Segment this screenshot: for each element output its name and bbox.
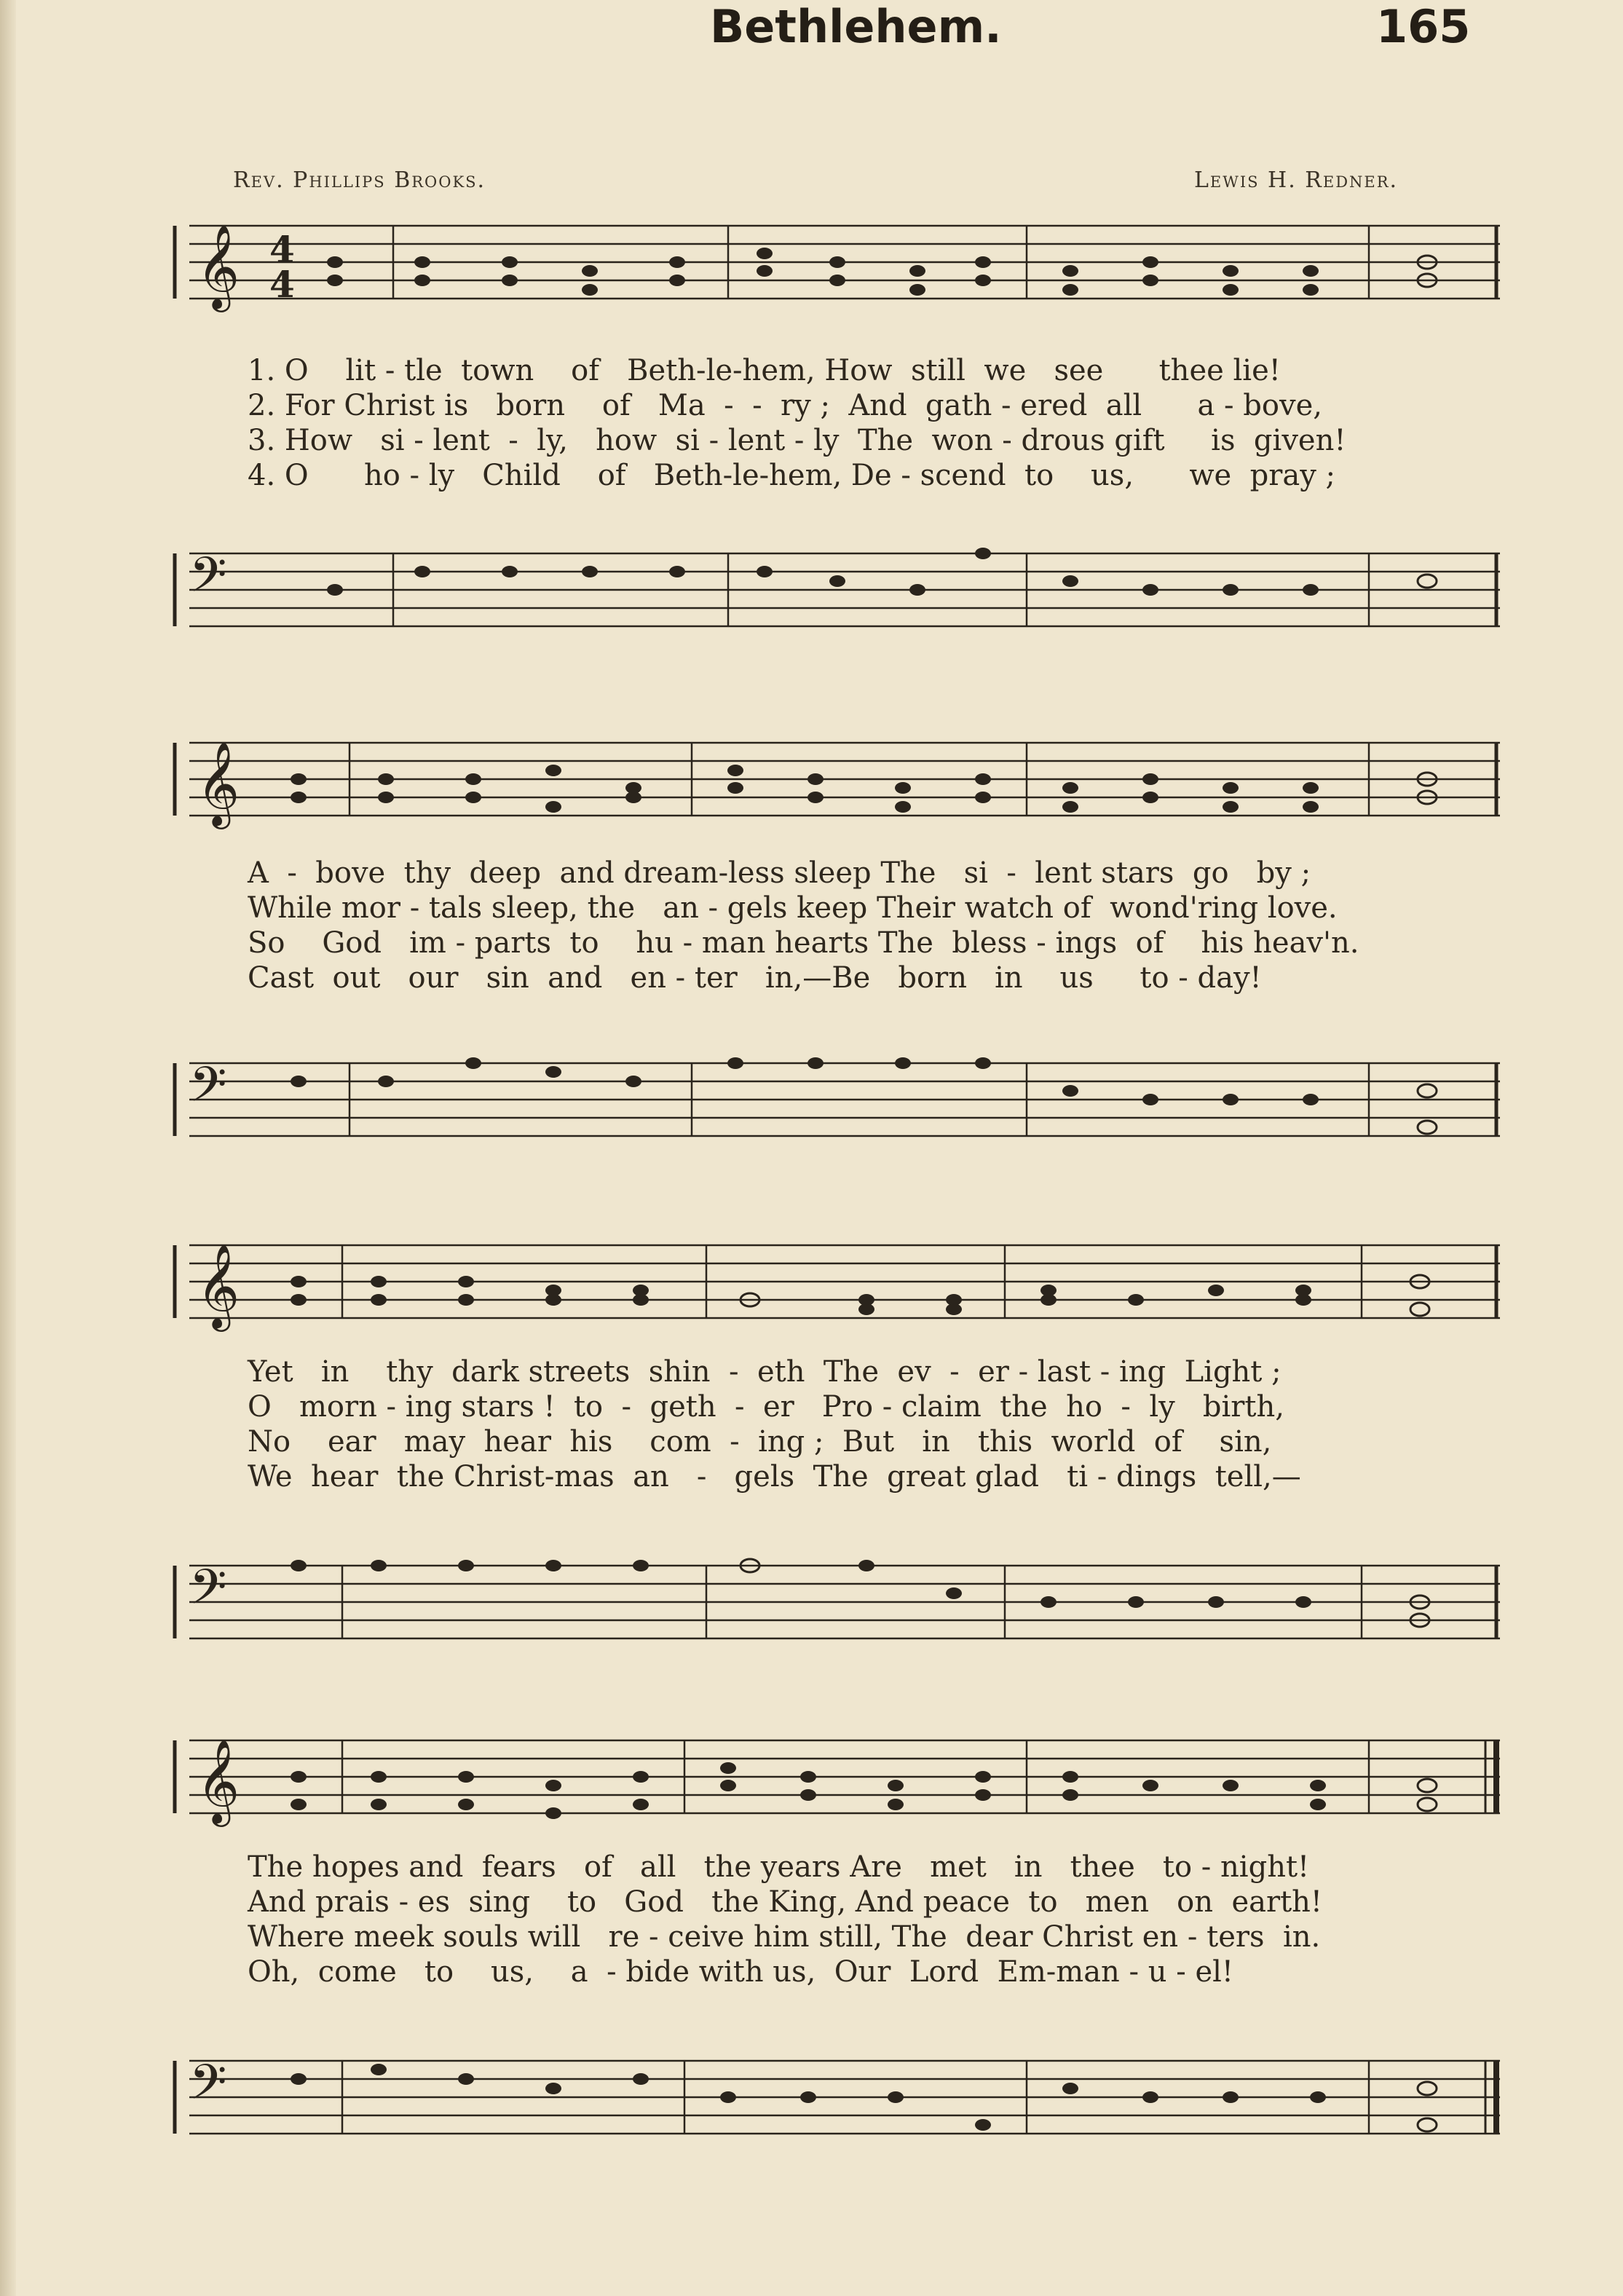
svg-text:𝄞: 𝄞: [197, 224, 240, 309]
bass-staff-2: [167, 1041, 1500, 1151]
music-system-1: [167, 211, 1500, 615]
lyric-line: We hear the Christ-mas an - gels The great glad ti - dings tell,—: [248, 1460, 1301, 1494]
hymn-title: Bethlehem.: [710, 0, 1002, 53]
verse-lyrics-3: [248, 1354, 1500, 1494]
page-edge: [0, 0, 16, 2296]
composer-credit: Lewis H. Redner.: [1194, 167, 1399, 193]
lyric-line: 1. O lit - tle town of Beth-le-hem, How still we see thee lie!: [248, 354, 1281, 387]
treble-staff-1: [167, 211, 1500, 320]
lyric-line: O morn - ing stars ! to - geth - er Pro - claim the ho - ly birth,: [248, 1390, 1284, 1424]
lyric-line: The hopes and fears of all the years Are met in thee to - night!: [248, 1850, 1310, 1884]
svg-text:𝄢: 𝄢: [189, 2054, 227, 2122]
svg-text:𝄞: 𝄞: [197, 741, 240, 826]
lyric-line: Yet in thy dark streets shin - eth The ev - er - last - ing Light ;: [248, 1355, 1282, 1389]
lyric-line: 2. For Christ is born of Ma - - ry ; And gath - ered all a - bove,: [248, 389, 1322, 422]
treble-staff-4: [167, 1726, 1500, 1835]
lyric-line: Oh, come to us, a - bide with us, Our Lord Em-man - u - el!: [248, 1955, 1234, 1989]
svg-text:𝄞: 𝄞: [197, 1243, 240, 1328]
svg-text:𝄢: 𝄢: [189, 1057, 227, 1124]
bass-staff-4: [167, 2039, 1500, 2148]
verse-lyrics-1: [248, 353, 1500, 493]
lyric-line: Where meek souls will re - ceive him still, The dear Christ en - ters in.: [248, 1920, 1321, 1954]
svg-text:𝄢: 𝄢: [189, 1559, 227, 1627]
treble-staff-3: [167, 1231, 1500, 1340]
lyric-line: Cast out our sin and en - ter in,—Be born in us to - day!: [248, 961, 1262, 995]
lyric-line: No ear may hear his com - ing ; But in this world of sin,: [248, 1425, 1272, 1459]
verse-lyrics-4: [248, 1850, 1500, 1989]
treble-staff-2: [167, 728, 1500, 837]
bass-staff-3: [167, 1544, 1500, 1653]
lyric-line: 4. O ho - ly Child of Beth-le-hem, De - scend to us, we pray ;: [248, 459, 1336, 492]
svg-text:𝄢: 𝄢: [189, 547, 227, 615]
lyric-line: And prais - es sing to God the King, And peace to men on earth!: [248, 1885, 1322, 1919]
lyric-line: A - bove thy deep and dream-less sleep The si - lent stars go by ;: [248, 856, 1311, 890]
author-credit: Rev. Phillips Brooks.: [233, 167, 486, 193]
lyric-line: While mor - tals sleep, the an - gels keep Their watch of wond'ring love.: [248, 891, 1338, 925]
music-system-4: [167, 1726, 1500, 2122]
music-system-3: [167, 1231, 1500, 1627]
page-number: 165: [1376, 0, 1471, 53]
svg-text:4: 4: [269, 263, 295, 306]
verse-lyrics-2: [248, 856, 1500, 995]
lyric-line: 3. How si - lent - ly, how si - lent - ly The won - drous gift is given!: [248, 424, 1346, 457]
music-system-2: [167, 728, 1500, 1124]
svg-text:𝄞: 𝄞: [197, 1738, 240, 1823]
svg-text:4: 4: [269, 228, 295, 271]
lyric-line: So God im - parts to hu - man hearts The bless - ings of his heav'n.: [248, 926, 1359, 960]
bass-staff-1: [167, 532, 1500, 641]
